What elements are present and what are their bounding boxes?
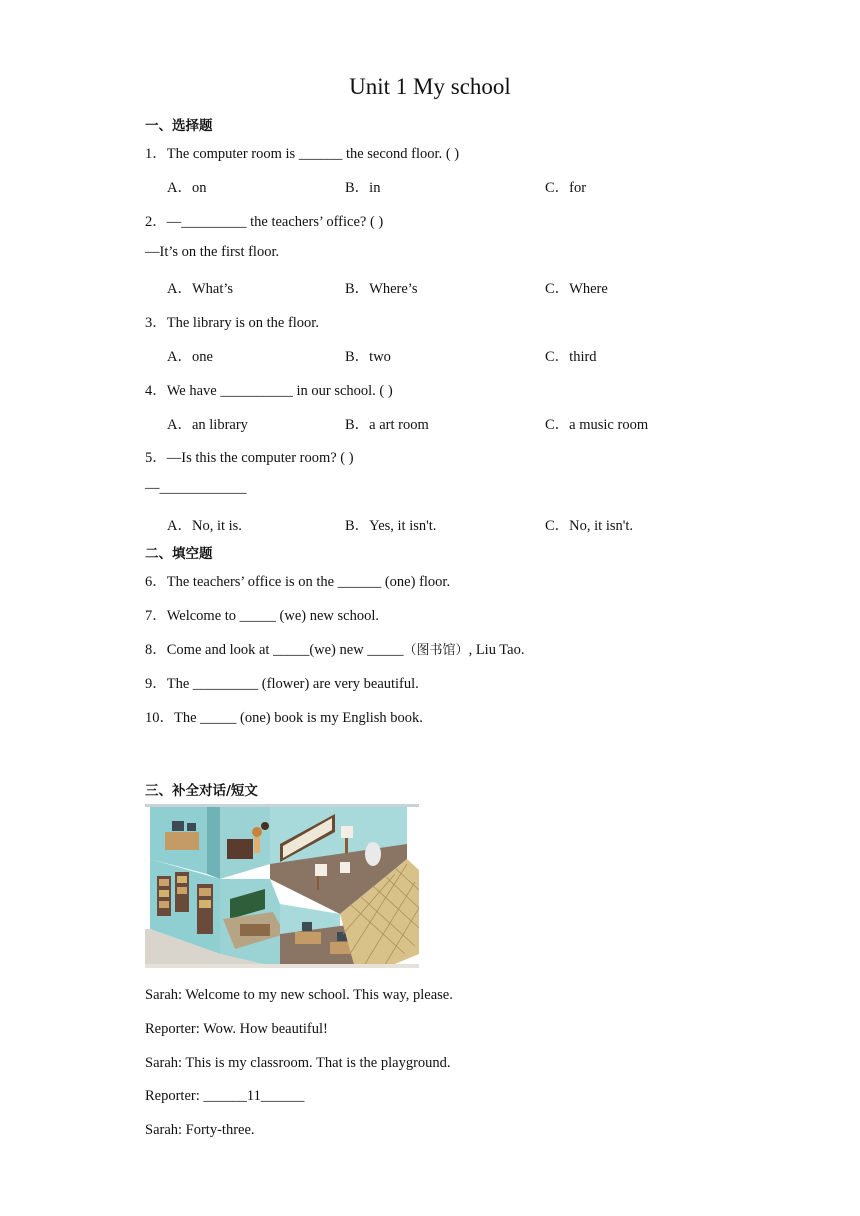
dialog-line-3: Sarah: This is my classroom. That is the playground. (145, 1055, 451, 1071)
q1-option-c: C．for (545, 180, 587, 196)
q3-option-c: C．third (545, 349, 597, 365)
dialog-line-1: Sarah: Welcome to my new school. This way, please. (145, 987, 453, 1003)
q2-option-a: A．What’s (167, 281, 234, 297)
q2-option-b: B．Where’s (345, 281, 418, 297)
dialog-line-2: Reporter: Wow. How beautiful! (145, 1021, 328, 1037)
page-title: Unit 1 My school (349, 74, 511, 99)
question-6: 6．The teachers’ office is on the ______ (one) floor. (145, 574, 451, 590)
q5-option-c: C．No, it isn't. (545, 518, 634, 534)
question-8-tail: , Liu Tao. (468, 642, 525, 658)
question-8-text: 8．Come and look at _____(we) new _____ (145, 642, 404, 658)
question-8 (145, 638, 524, 659)
question-2-answer-line: —It’s on the first floor. (145, 244, 280, 260)
section-heading-choice: 一、选择题 (145, 118, 213, 134)
school-building-picture (145, 804, 419, 968)
question-9: 9．The _________ (flower) are very beautiful. (145, 676, 419, 692)
section-heading-dialog: 三、补全对话/短文 (145, 783, 258, 799)
q1-option-b: B．in (345, 180, 381, 196)
question-4: 4．We have __________ in our school. ( ) (145, 383, 393, 399)
question-10: 10．The _____ (one) book is my English book. (145, 710, 423, 726)
question-5: 5．—Is this the computer room? ( ) (145, 450, 354, 466)
question-8-hint: （图书馆） (403, 643, 469, 658)
question-5-answer-line: —____________ (145, 480, 247, 496)
q4-option-b: B．a art room (345, 417, 429, 433)
q3-option-a: A．one (167, 349, 213, 365)
q1-option-a: A．on (167, 180, 207, 196)
q4-option-a: A．an library (167, 417, 248, 433)
question-2: 2．—_________ the teachers’ office? ( ) (145, 214, 384, 230)
question-1: 1．The computer room is ______ the second floor. ( ) (145, 146, 460, 162)
dialog-line-4: Reporter: ______11______ (145, 1088, 305, 1104)
dialog-line-5: Sarah: Forty-three. (145, 1122, 255, 1138)
q5-option-b: B．Yes, it isn't. (345, 518, 437, 534)
question-3: 3．The library is on the floor. (145, 315, 319, 331)
q2-option-c: C．Where (545, 281, 608, 297)
q5-option-a: A．No, it is. (167, 518, 242, 534)
question-7: 7．Welcome to _____ (we) new school. (145, 608, 379, 624)
section-heading-fill: 二、填空题 (145, 546, 213, 562)
q4-option-c: C．a music room (545, 417, 649, 433)
q3-option-b: B．two (345, 349, 391, 365)
